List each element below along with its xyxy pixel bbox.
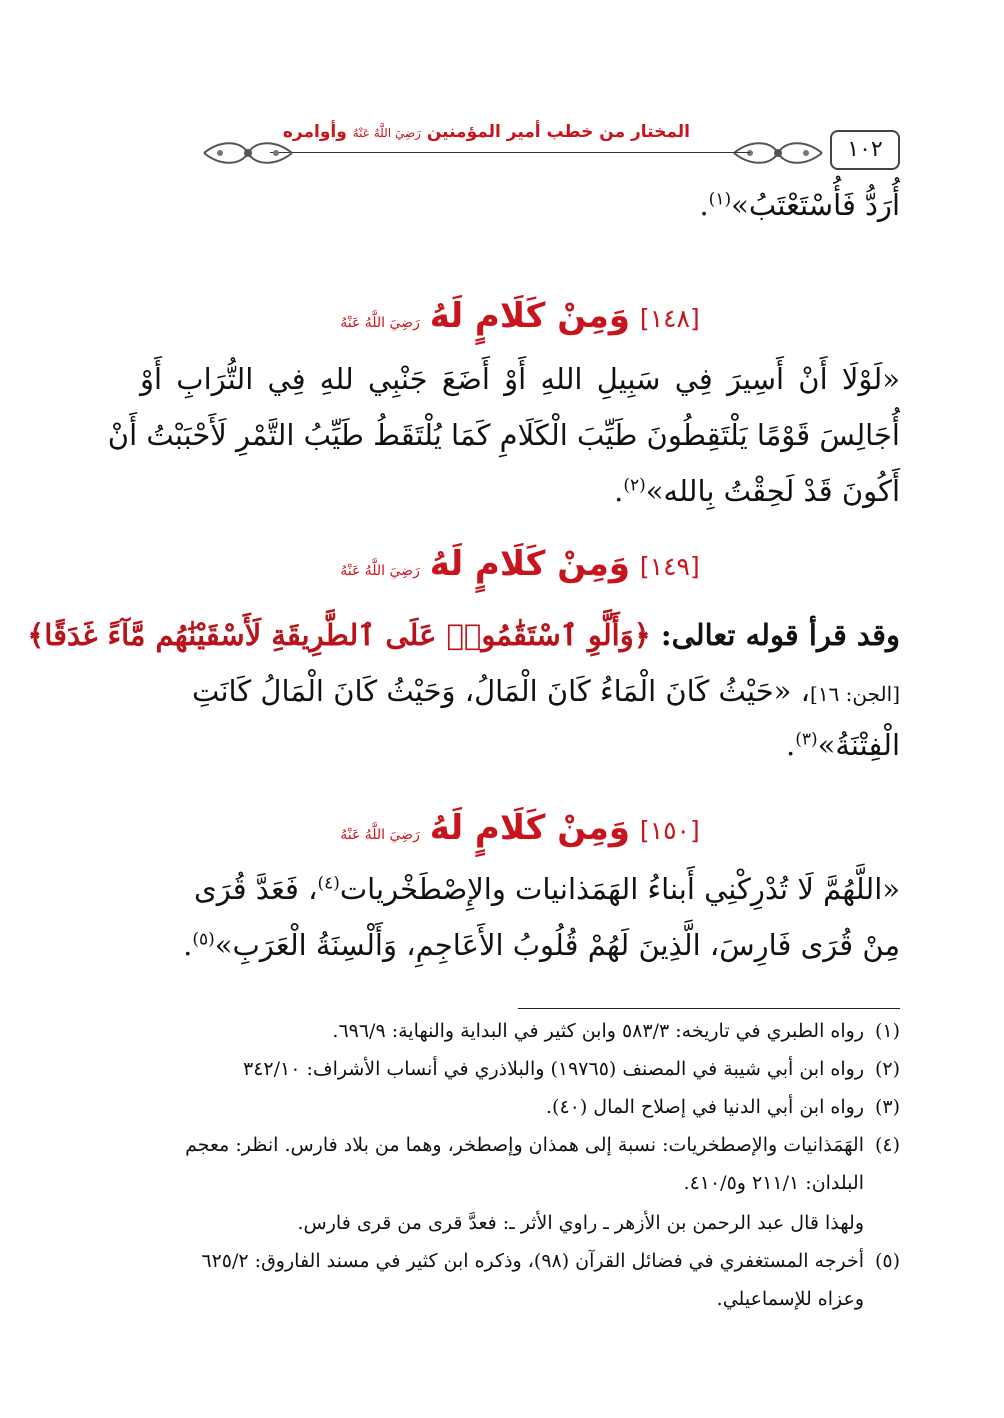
footnote bbox=[140, 1058, 900, 1080]
footnote-text: رواه الطبري في تاريخه: ٥٨٣/٣ وابن كثير في البداية والنهاية: ٦٩٦/٩. bbox=[332, 1020, 864, 1042]
body-line-text: «اللَّهُمَّ لَا تُدْرِكْنِي أَبناءُ الهَمَذانيات والإِصْطَخْريات bbox=[339, 872, 900, 906]
body-line bbox=[140, 872, 900, 907]
footnote-number: (٥) bbox=[874, 1250, 900, 1272]
footnote-ref: (٥) bbox=[192, 929, 215, 950]
body-line-end: . bbox=[614, 474, 624, 508]
body-line: أُجَالِسَ قَوْمًا يَلْتَقِطُونَ طَيِّبَ الْكَلَامِ كَمَا يُلْتَقَطُ طَيِّبُ التَّمْرِ لَأَحْبَبْتُ أَنْ bbox=[107, 418, 900, 452]
section-number: [١٥٠] bbox=[639, 816, 700, 845]
book-page bbox=[27, 100, 900, 1370]
footnote-ref: (٤) bbox=[317, 873, 340, 894]
footnote-ref: (١) bbox=[708, 189, 732, 210]
footnote bbox=[140, 1250, 900, 1272]
footnote-number: (٣) bbox=[874, 1096, 900, 1118]
section-honorific: رَضِيَ اللَّهُ عَنْهُ bbox=[340, 563, 420, 579]
section-title: وَمِنْ كَلَامٍ لَهُ bbox=[429, 808, 631, 848]
body-line-end: . bbox=[786, 728, 796, 762]
header-rule bbox=[270, 152, 750, 153]
body-line-text: الْفِتْنَةُ» bbox=[817, 728, 900, 762]
footnote-text: رواه ابن أبي شيبة في المصنف (١٩٧٦٥) والبلاذري في أنساب الأشراف: ٣٤٢/١٠ bbox=[243, 1058, 864, 1080]
header-ornament-left-icon bbox=[200, 136, 296, 170]
section-honorific: رَضِيَ اللَّهُ عَنْهُ bbox=[340, 315, 420, 331]
running-title bbox=[283, 122, 690, 142]
carry-over-text: أُرَدُّ فَأُسْتَعْتَبُ» bbox=[731, 188, 900, 222]
footnote bbox=[140, 1096, 900, 1118]
section-heading-150 bbox=[140, 808, 900, 848]
intro-text: وقد قرأ قوله تعالى: bbox=[660, 618, 900, 652]
body-line bbox=[140, 474, 900, 509]
body-line bbox=[140, 728, 900, 763]
body-line-text: أَكُونَ قَدْ لَحِقْتُ بِالله» bbox=[645, 474, 900, 508]
section-title: وَمِنْ كَلَامٍ لَهُ bbox=[429, 544, 631, 584]
footnote-ref: (٣) bbox=[795, 729, 818, 750]
footnote-number: (١) bbox=[874, 1020, 900, 1042]
quran-reference: [الجن: ١٦] bbox=[810, 682, 900, 706]
body-line-end: . bbox=[183, 928, 193, 962]
quran-verse: ﴿وَأَلَّوِ ٱسْتَقَٰمُوا۟ عَلَى ٱلطَّرِيقَةِ لَأَسْقَيْنَٰهُم مَّآءً غَدَقًا﴾ bbox=[27, 618, 651, 652]
carry-over-end: . bbox=[699, 188, 709, 222]
footnote-text: الهَمَذانيات والإصطخريات: نسبة إلى همذان وإصطخر، وهما من بلاد فارس. انظر: معجم bbox=[185, 1134, 864, 1156]
body-line-text: ، «حَيْثُ كَانَ الْمَاءُ كَانَ الْمَالُ، وَحَيْثُ كَانَ الْمَالُ كَانَتِ bbox=[192, 674, 811, 708]
running-title-suffix: وأوامره bbox=[282, 122, 347, 142]
body-line: «لَوْلَا أَنْ أَسِيرَ فِي سَبِيلِ اللهِ أَوْ أَضَعَ جَنْبِي للهِ فِي التُّرَابِ أَوْ bbox=[140, 362, 900, 396]
footnote-number: (٤) bbox=[874, 1134, 900, 1156]
footnote bbox=[140, 1020, 900, 1042]
body-line bbox=[140, 928, 900, 963]
footnote-separator bbox=[518, 1008, 900, 1009]
footnote-continuation: وعزاه للإسماعيلي. bbox=[716, 1288, 864, 1310]
carry-over-line bbox=[140, 188, 900, 223]
footnote-continuation: ولهذا قال عبد الرحمن بن الأزهر ـ راوي الأثر ـ: فعدَّ قرى من قرى فارس. bbox=[297, 1212, 864, 1234]
footnote bbox=[140, 1134, 900, 1156]
body-line bbox=[140, 674, 900, 709]
footnote-continuation: البلدان: ٢١١/١ و٤١٠/٥. bbox=[683, 1172, 864, 1194]
section-number: [١٤٨] bbox=[639, 304, 700, 333]
footnote-text: رواه ابن أبي الدنيا في إصلاح المال (٤٠). bbox=[545, 1096, 864, 1118]
footnote-number: (٢) bbox=[874, 1058, 900, 1080]
section-heading-149 bbox=[140, 544, 900, 584]
footnote-text: أخرجه المستغفري في فضائل القرآن (٩٨)، وذكره ابن كثير في مسند الفاروق: ٦٢٥/٢ bbox=[201, 1250, 864, 1272]
body-line bbox=[27, 618, 900, 653]
section-title: وَمِنْ كَلَامٍ لَهُ bbox=[429, 296, 631, 336]
section-heading-148 bbox=[140, 296, 900, 336]
section-honorific: رَضِيَ اللَّهُ عَنْهُ bbox=[340, 827, 420, 843]
body-line-text: ، فَعَدَّ قُرَى bbox=[194, 872, 318, 906]
running-title-text: المختار من خطب أمير المؤمنين bbox=[426, 122, 690, 142]
header-ornament-right-icon bbox=[730, 136, 826, 170]
running-title-honorific: رَضِيَ اللَّهُ عَنْهُ bbox=[352, 126, 421, 140]
footnote-ref: (٢) bbox=[623, 475, 646, 496]
body-line-text: مِنْ قُرَى فَارِسَ، الَّذِينَ لَهُمْ قُلُوبُ الأَعَاجِمِ، وَأَلْسِنَةُ الْعَرَبِ» bbox=[214, 928, 900, 962]
page-header bbox=[140, 122, 900, 174]
page-number: ١٠٢ bbox=[830, 130, 900, 170]
section-number: [١٤٩] bbox=[639, 552, 700, 581]
